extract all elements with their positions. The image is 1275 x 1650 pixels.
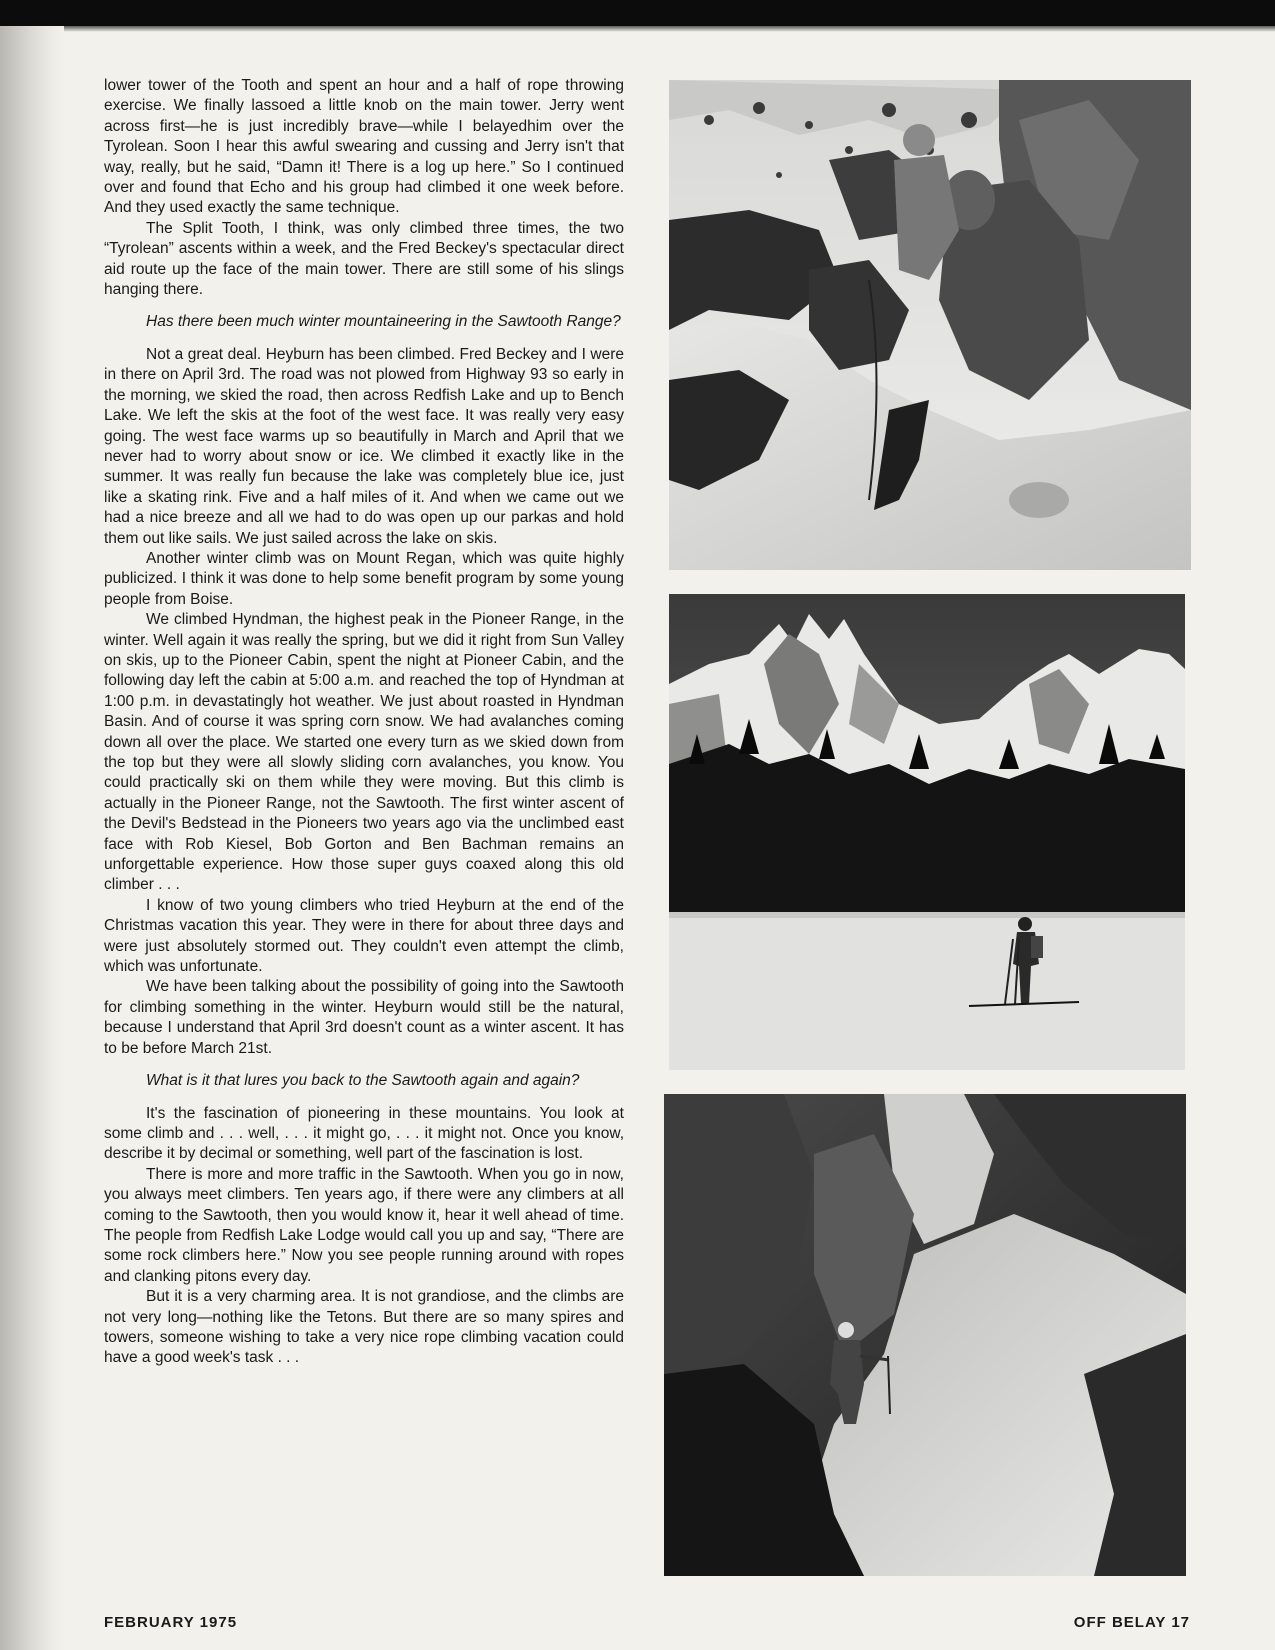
photo-skier-on-frozen-lake — [669, 594, 1185, 1070]
photo-climber-on-rock-ledge — [669, 80, 1191, 570]
photo-climber-in-snow-couloir — [664, 1094, 1186, 1576]
page-top-edge — [0, 0, 1275, 26]
footer-publication-page: OFF BELAY 17 — [1073, 1614, 1190, 1631]
paragraph: Another winter climb was on Mount Regan, which was quite highly publicized. I think it was done to help some benefit program by some young people from Boise. — [104, 549, 624, 608]
paragraph: There is more and more traffic in the Sawtooth. When you go in now, you always meet climbers. Ten years ago, if there were any climbers at all coming to the Sawtooth, then you would know it, hear it well ahead of time. The people from Redfish Lake Lodge would call you up and say, “There are some rock climbers here.” Now you see people running around with ropes and clanking pitons every day. — [104, 1165, 624, 1285]
article-text-column — [104, 76, 624, 1369]
binding-gutter-shadow — [0, 26, 64, 1650]
paragraph: Not a great deal. Heyburn has been climbed. Fred Beckey and I were in there on April 3rd. The road was not plowed from Highway 93 so early in the morning, we skied the road, then across Redfish Lake and up to Bench Lake. We left the skis at the foot of the west face. It was really very easy going. The west face warms up so beautifully in March and April that we never had to worry about snow or ice. We climbed it exactly like in the summer. It was really fun because the lake was completely blue ice, just like a skating rink. Five and a half miles of it. And when we came out we had a nice breeze and all we had to do was open up our parkas and hold them out like sails. We just sailed across the lake on skis. — [104, 345, 624, 547]
interview-question: Has there been much winter mountaineering in the Sawtooth Range? — [146, 313, 621, 331]
paragraph: We have been talking about the possibility of going into the Sawtooth for climbing something in the winter. Heyburn would still be the natural, because I understand that April 3rd doesn't count as a winter ascent. It has to be before March 21st. — [104, 978, 624, 1057]
paragraph: But it is a very charming area. It is not grandiose, and the climbs are not very long—nothing like the Tetons. But there are so many spires and towers, someone wishing to take a very nice rope climbing vacation could have a good week's task . . . — [104, 1288, 624, 1367]
paragraph: lower tower of the Tooth and spent an hour and a half of rope throwing exercise. We finally lassoed a little knob on the main tower. Jerry went across first—he is just incredibly brave—while I belayedhim over the Tyrolean. Soon I hear this awful swearing and cussing and Jerry isn't that way, really, but he said, “Damn it! There is a log up here.” So I continued over and found that Echo and his group had climbed it one week before. And they used exactly the same technique. — [104, 77, 624, 217]
footer-date: FEBRUARY 1975 — [104, 1614, 238, 1631]
paragraph: The Split Tooth, I think, was only climbed three times, the two “Tyrolean” ascents within a week, and the Fred Beckey's spectacular direct aid route up the face of the main tower. There are still some of his slings hanging there. — [104, 219, 624, 299]
paragraph: We climbed Hyndman, the highest peak in the Pioneer Range, in the winter. Well again it was really the spring, but we did it right from Sun Valley on skis, up to the Pioneer Cabin, spent the night at Pioneer Cabin, and the following day left the cabin at 5:00 a.m. and reached the top of Hyndman at 1:00 p.m. in devastatingly hot weather. We just about roasted in Hyndman Basin. And of course it was spring corn snow. We had avalanches coming down all over the place. We started one every turn as we skied down from the top but they were all slowly sliding corn avalanches, you know. You could practically ski on them while they were moving. But this climb is actually in the Pioneer Range, not the Sawtooth. The first winter ascent of the Devil's Bedstead in the Pioneers two years ago via the unclimbed east face with Rob Kiesel, Bob Gorton and Ben Bachman remains an unforgettable experience. How those super guys coaxed along this old climber . . . — [104, 611, 624, 894]
interview-question: What is it that lures you back to the Sawtooth again and again? — [146, 1072, 580, 1090]
paragraph: It's the fascination of pioneering in these mountains. You look at some climb and . . . well, . . . it might go, . . . it might not. Once you know, describe it by decimal or something, well part of the fascination is lost. — [104, 1104, 624, 1163]
paragraph: I know of two young climbers who tried Heyburn at the end of the Christmas vacation this year. They were in there for about three days and were just absolutely stormed out. They couldn't even attempt the climb, which was unfortunate. — [104, 896, 624, 976]
